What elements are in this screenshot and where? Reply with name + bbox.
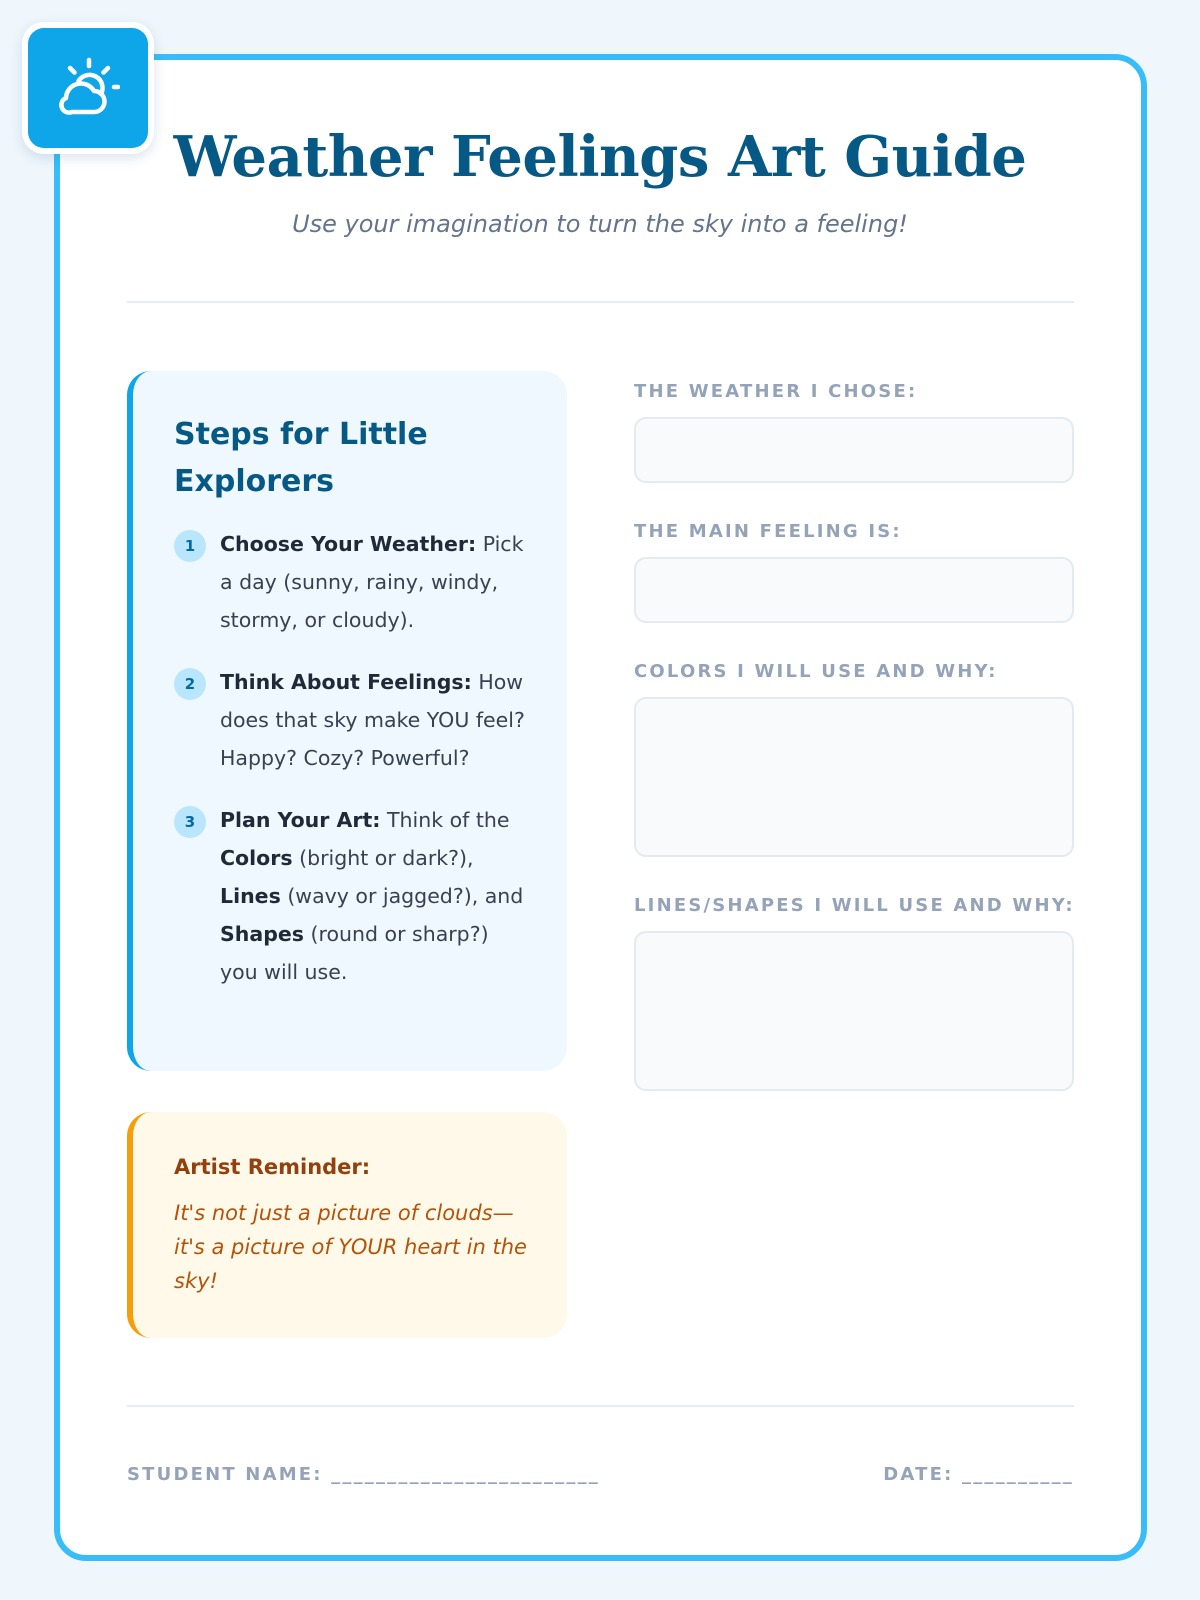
step-text: (round or sharp?) you will use. [220, 922, 489, 984]
feeling-field[interactable] [634, 557, 1074, 623]
step-text: Pick a day (sunny, rainy, windy, stormy, or cloudy). [220, 532, 524, 632]
steps-panel [127, 371, 567, 1071]
step-item [174, 801, 531, 991]
lines-shapes-field-label: LINES/SHAPES I WILL USE AND WHY: [634, 895, 1075, 916]
page-title: Weather Feelings Art Guide [173, 124, 1027, 190]
reminder-text: It's not just a picture of clouds—it's a picture of YOUR heart in the sky! [174, 1201, 527, 1293]
page-subtitle: Use your imagination to turn the sky into a feeling! [292, 210, 908, 238]
weather-field-label: THE WEATHER I CHOSE: [634, 381, 918, 402]
step-keyword-colors: Colors [220, 846, 293, 870]
step-number-badge: 3 [174, 806, 206, 838]
step-text: Think of the [380, 808, 510, 832]
steps-title: Steps for Little Explorers [174, 417, 428, 499]
footer-divider [127, 1405, 1074, 1407]
colors-field[interactable] [634, 697, 1074, 857]
step-heading: Think About Feelings: [220, 670, 472, 694]
step-item [174, 663, 531, 777]
step-text: How does that sky make YOU feel? Happy? Cozy? Powerful? [220, 670, 525, 770]
step-number-badge: 1 [174, 530, 206, 562]
step-text: (wavy or jagged?), and [280, 884, 524, 908]
step-heading: Choose Your Weather: [220, 532, 477, 556]
header-divider [127, 301, 1074, 303]
colors-field-label: COLORS I WILL USE AND WHY: [634, 661, 998, 682]
feeling-field-label: THE MAIN FEELING IS: [634, 521, 902, 542]
reminder-title: Artist Reminder: [174, 1155, 371, 1179]
step-heading: Plan Your Art: [220, 808, 381, 832]
weather-field[interactable] [634, 417, 1074, 483]
step-keyword-shapes: Shapes [220, 922, 304, 946]
student-name-line[interactable]: STUDENT NAME: ________________________ [127, 1464, 600, 1485]
cloud-sun-icon [56, 56, 120, 120]
step-item [174, 525, 531, 639]
step-keyword-lines: Lines [220, 884, 281, 908]
artist-reminder-panel [127, 1112, 567, 1338]
date-line[interactable]: DATE: __________ [883, 1464, 1074, 1485]
step-number-badge: 2 [174, 668, 206, 700]
step-text: (bright or dark?), [292, 846, 474, 870]
lines-shapes-field[interactable] [634, 931, 1074, 1091]
